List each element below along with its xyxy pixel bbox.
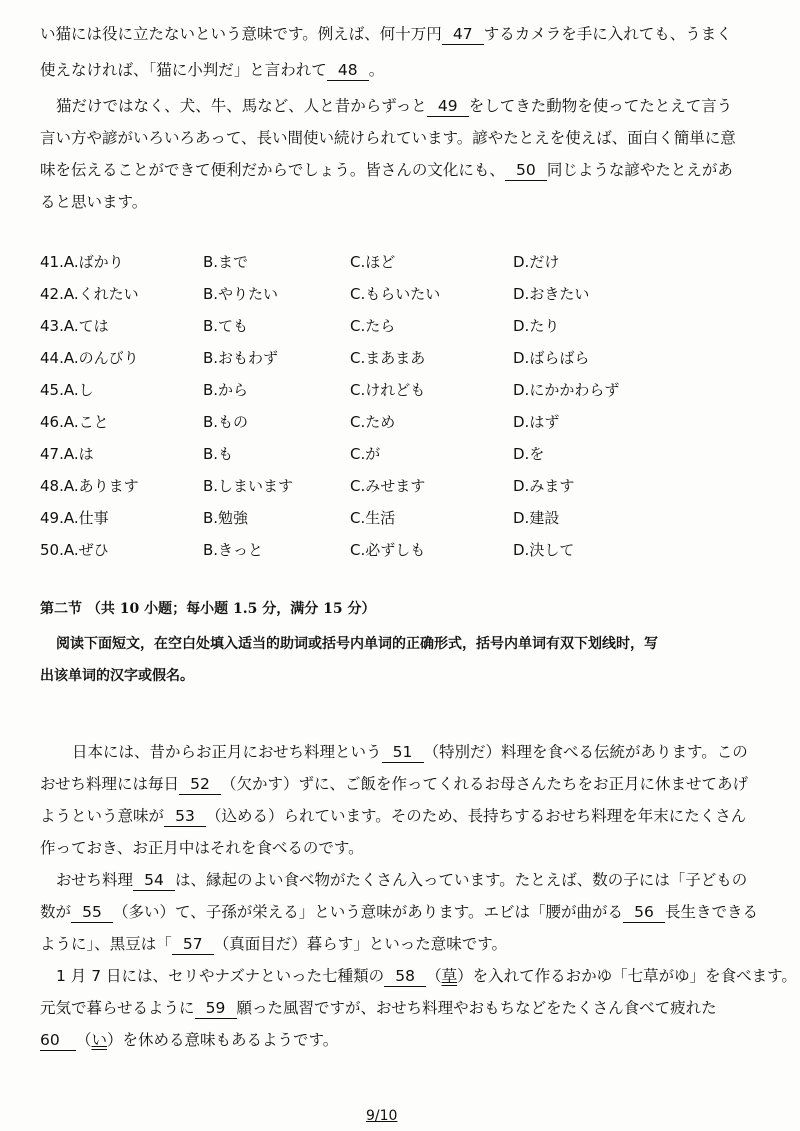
option-choice[interactable]: D.たり <box>513 317 560 335</box>
instruction-line-2: 出该单词的汉字或假名。 <box>40 668 194 684</box>
option-choice[interactable]: D.ばらばら <box>513 349 590 367</box>
underlined-word-58: 草 <box>441 967 458 985</box>
option-choice[interactable]: C.みせます <box>350 477 426 495</box>
blank-59[interactable]: 59 <box>195 998 237 1019</box>
option-choice[interactable]: D.だけ <box>513 253 560 271</box>
blank-54[interactable]: 54 <box>133 870 175 891</box>
option-choice[interactable]: D.にかかわらず <box>513 381 620 399</box>
option-choice[interactable]: B.勉強 <box>203 509 249 527</box>
option-choice[interactable]: 45.A.し <box>40 381 94 399</box>
blank-60[interactable]: 60 <box>40 1030 76 1051</box>
instruction-line-1: 阅读下面短文，在空白处填入适当的助词或括号内单词的正确形式，括号内单词有双下划线时，写 <box>56 636 658 652</box>
option-choice[interactable]: B.も <box>203 445 234 463</box>
blank-49[interactable]: 49 <box>427 96 469 117</box>
option-choice[interactable]: B.やりたい <box>203 285 279 303</box>
passage2-line-7: ように」、黒豆は「 57 （真面目だ）暮らす」といった意味です。 <box>40 935 508 953</box>
option-choice[interactable]: 42.A.くれたい <box>40 285 139 303</box>
blank-50[interactable]: 50 <box>505 160 547 181</box>
underlined-word-60: い <box>91 1031 108 1049</box>
option-choice[interactable]: B.おもわず <box>203 349 279 367</box>
option-choice[interactable]: C.が <box>350 445 381 463</box>
option-choice[interactable]: 44.A.のんびり <box>40 349 139 367</box>
option-choice[interactable]: 50.A.ぜひ <box>40 541 109 559</box>
passage-line-5: 味を伝えることができて便利だからでしょう。皆さんの文化にも、 50 同じような諺やたとえがあ <box>40 161 733 179</box>
option-choice[interactable]: D.おきたい <box>513 285 590 303</box>
option-choice[interactable]: 43.A.ては <box>40 317 109 335</box>
option-choice[interactable]: 49.A.仕事 <box>40 509 109 527</box>
blank-56[interactable]: 56 <box>623 902 665 923</box>
passage2-line-8: 1 月 7 日には、セリやナズナといった七種類の 58 （草）を入れて作るおかゆ「七草がゆ」を食べます。 <box>56 967 797 985</box>
option-choice[interactable]: 47.A.は <box>40 445 94 463</box>
blank-48[interactable]: 48 <box>327 60 369 81</box>
option-choice[interactable]: C.生活 <box>350 509 396 527</box>
passage-line-1: い猫には役に立たないという意味です。例えば、何十万円 47 するカメラを手に入れても、うまく <box>40 25 732 43</box>
passage2-line-3: ようという意味が 53 （込める）られています。そのため、長持ちするおせち料理を年末にたくさん <box>40 807 747 825</box>
option-choice[interactable]: B.から <box>203 381 249 399</box>
option-choice[interactable]: B.しまいます <box>203 477 294 495</box>
option-choice[interactable]: C.まあまあ <box>350 349 426 367</box>
page-number: 9/10 <box>366 1108 398 1124</box>
option-choice[interactable]: 41.A.ばかり <box>40 253 124 271</box>
option-choice[interactable]: C.必ずしも <box>350 541 426 559</box>
blank-55[interactable]: 55 <box>71 902 113 923</box>
option-choice[interactable]: D.みます <box>513 477 575 495</box>
option-choice[interactable]: D.はず <box>513 413 560 431</box>
passage-line-3: 猫だけではなく、犬、牛、馬など、人と昔からずっと 49 をしてきた動物を使ってたとえて言う <box>56 97 733 115</box>
blank-53[interactable]: 53 <box>164 806 206 827</box>
option-choice[interactable]: D.建設 <box>513 509 560 527</box>
passage2-line-10: 60 （い）を休める意味もあるようです。 <box>40 1031 339 1049</box>
blank-47[interactable]: 47 <box>442 24 484 45</box>
passage2-line-9: 元気で暮らせるように 59 願った風習ですが、おせち料理やおもちなどをたくさん食べて疲れた <box>40 999 717 1017</box>
option-choice[interactable]: B.きっと <box>203 541 264 559</box>
option-choice[interactable]: B.ても <box>203 317 249 335</box>
passage-line-2: 使えなければ、「猫に小判だ」と言われて 48 。 <box>40 61 385 79</box>
passage2-line-1: 日本には、昔からお正月におせち料理という 51 （特別だ）料理を食べる伝統があります。この <box>72 743 748 761</box>
passage2-line-4: 作っておき、お正月中はそれを食べるのです。 <box>40 839 364 857</box>
option-choice[interactable]: B.もの <box>203 413 249 431</box>
section-title: 第二节 （共 10 小题；每小题 1.5 分，满分 15 分） <box>40 601 376 617</box>
option-choice[interactable]: C.けれども <box>350 381 426 399</box>
passage2-line-6: 数が 55 （多い）て、子孫が栄える」という意味があります。エビは「腰が曲がる 56 長生きできる <box>40 903 758 921</box>
option-choice[interactable]: B.まで <box>203 253 249 271</box>
option-choice[interactable]: C.ため <box>350 413 396 431</box>
passage-line-4: 言い方や諺がいろいろあって、長い間使い続けられています。諺やたとえを使えば、面白く簡単に意 <box>40 129 736 147</box>
blank-58[interactable]: 58 <box>384 966 426 987</box>
passage-line-6: ると思います。 <box>40 193 148 211</box>
blank-51[interactable]: 51 <box>382 742 424 763</box>
option-choice[interactable]: D.を <box>513 445 545 463</box>
passage2-line-2: おせち料理には毎日 52 （欠かす）ずに、ご飯を作ってくれるお母さんたちをお正月に休ませてあげ <box>40 775 749 793</box>
option-choice[interactable]: 48.A.あります <box>40 477 139 495</box>
option-choice[interactable]: C.もらいたい <box>350 285 441 303</box>
blank-52[interactable]: 52 <box>179 774 221 795</box>
option-choice[interactable]: D.決して <box>513 541 575 559</box>
option-choice[interactable]: C.たら <box>350 317 396 335</box>
option-choice[interactable]: 46.A.こと <box>40 413 109 431</box>
blank-57[interactable]: 57 <box>172 934 214 955</box>
option-choice[interactable]: C.ほど <box>350 253 396 271</box>
passage2-line-5: おせち料理 54 は、縁起のよい食べ物がたくさん入っています。たとえば、数の子には「子どもの <box>56 871 748 889</box>
